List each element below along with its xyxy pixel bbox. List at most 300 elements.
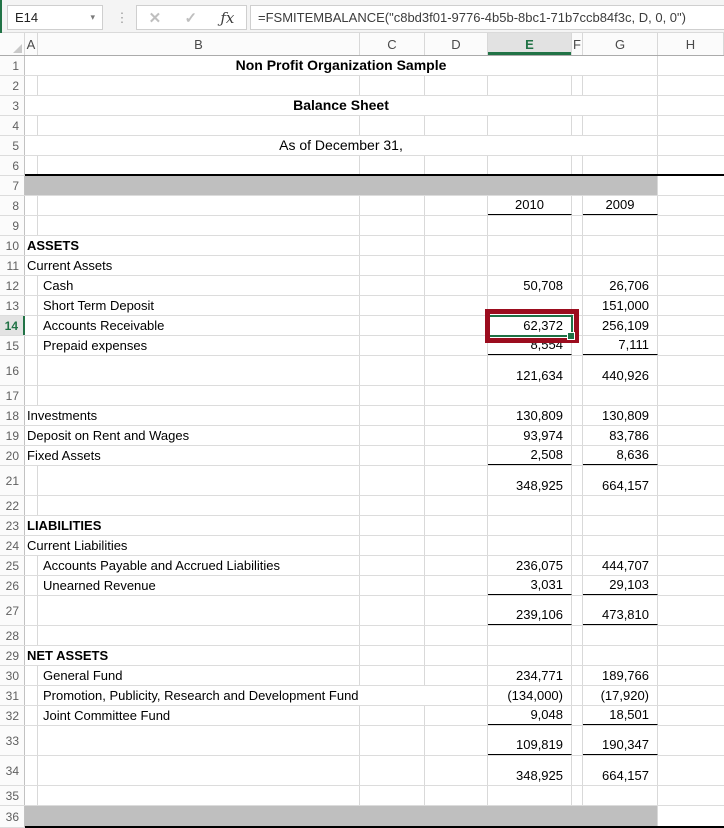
cell-E19[interactable]: 93,974 — [488, 426, 572, 445]
row-header-13[interactable]: 13 — [0, 296, 25, 315]
cell-A17[interactable] — [25, 386, 38, 405]
cell-D27[interactable] — [425, 596, 488, 625]
cell-C25[interactable] — [360, 556, 425, 575]
cell-D11[interactable] — [425, 256, 488, 275]
cell-C33[interactable] — [360, 726, 425, 755]
cell-title-5[interactable]: As of December 31, — [25, 136, 658, 155]
cell-B30[interactable]: General Fund — [38, 666, 360, 685]
row-header-33[interactable]: 33 — [0, 726, 25, 755]
row-header-34[interactable]: 34 — [0, 756, 25, 785]
cell-A24[interactable]: Current Liabilities — [25, 536, 360, 555]
cell-F19[interactable] — [572, 426, 583, 445]
cell-B15[interactable]: Prepaid expenses — [38, 336, 360, 355]
name-box-dropdown-icon[interactable]: ▾ — [90, 12, 95, 22]
cell-A35[interactable] — [25, 786, 38, 805]
row-header-3[interactable]: 3 — [0, 96, 25, 115]
cell-A34[interactable] — [25, 756, 38, 785]
sheet-row-32 — [0, 706, 724, 726]
cell-D17[interactable] — [425, 386, 488, 405]
cell-F34[interactable] — [572, 756, 583, 785]
column-header-G[interactable]: G — [583, 33, 658, 55]
cell-D8[interactable] — [425, 196, 488, 215]
band-row-7[interactable] — [25, 176, 658, 195]
cell-F35[interactable] — [572, 786, 583, 805]
cell-B17[interactable] — [38, 386, 360, 405]
cell-F27[interactable] — [572, 596, 583, 625]
cell-F13[interactable] — [572, 296, 583, 315]
cell-C18[interactable] — [360, 406, 425, 425]
cell-G11[interactable] — [583, 256, 658, 275]
cell-H34[interactable] — [658, 756, 724, 785]
cell-F21[interactable] — [572, 466, 583, 495]
cell-C22[interactable] — [360, 496, 425, 515]
cell-F10[interactable] — [572, 236, 583, 255]
cell-C32[interactable] — [360, 706, 425, 725]
cell-A12[interactable] — [25, 276, 38, 295]
cell-H2[interactable] — [658, 76, 724, 95]
row-header-36[interactable]: 36 — [0, 806, 25, 827]
cell-A25[interactable] — [25, 556, 38, 575]
cell-G16[interactable]: 440,926 — [583, 356, 658, 385]
cell-E4[interactable] — [488, 116, 572, 135]
cell-H26[interactable] — [658, 576, 724, 595]
cell-A27[interactable] — [25, 596, 38, 625]
cell-A6[interactable] — [25, 156, 38, 175]
cell-C14[interactable] — [360, 316, 425, 335]
cell-B12[interactable]: Cash — [38, 276, 360, 295]
cell-C10[interactable] — [360, 236, 425, 255]
cell-E6[interactable] — [488, 156, 572, 175]
cell-F9[interactable] — [572, 216, 583, 235]
row-header-14[interactable]: 14 — [0, 316, 25, 335]
column-header-B[interactable]: B — [38, 33, 360, 55]
cell-E20[interactable]: 2,508 — [488, 446, 572, 465]
cell-A33[interactable] — [25, 726, 38, 755]
cell-G17[interactable] — [583, 386, 658, 405]
column-header-E[interactable]: E — [488, 33, 572, 55]
cell-F30[interactable] — [572, 666, 583, 685]
cell-B31[interactable]: Promotion, Publicity, Research and Development Fund — [38, 686, 488, 705]
row-header-20[interactable]: 20 — [0, 446, 25, 465]
row-header-32[interactable]: 32 — [0, 706, 25, 725]
cell-E34[interactable]: 348,925 — [488, 756, 572, 785]
row-header-31[interactable]: 31 — [0, 686, 25, 705]
cell-F18[interactable] — [572, 406, 583, 425]
cell-C20[interactable] — [360, 446, 425, 465]
cell-H7[interactable] — [658, 176, 724, 195]
cell-D35[interactable] — [425, 786, 488, 805]
cell-H17[interactable] — [658, 386, 724, 405]
cell-H19[interactable] — [658, 426, 724, 445]
cell-F2[interactable] — [572, 76, 583, 95]
row-header-25[interactable]: 25 — [0, 556, 25, 575]
cell-F33[interactable] — [572, 726, 583, 755]
cell-G32[interactable]: 18,501 — [583, 706, 658, 725]
cell-A30[interactable] — [25, 666, 38, 685]
cell-F25[interactable] — [572, 556, 583, 575]
cell-C17[interactable] — [360, 386, 425, 405]
cell-E14[interactable]: 62,372 — [488, 316, 572, 335]
cell-H16[interactable] — [658, 356, 724, 385]
cell-D10[interactable] — [425, 236, 488, 255]
cell-D20[interactable] — [425, 446, 488, 465]
cell-C11[interactable] — [360, 256, 425, 275]
cell-D6[interactable] — [425, 156, 488, 175]
cell-G27[interactable]: 473,810 — [583, 596, 658, 625]
cell-G18[interactable]: 130,809 — [583, 406, 658, 425]
cell-D24[interactable] — [425, 536, 488, 555]
cell-C35[interactable] — [360, 786, 425, 805]
row-header-15[interactable]: 15 — [0, 336, 25, 355]
cell-A22[interactable] — [25, 496, 38, 515]
cell-G14[interactable]: 256,109 — [583, 316, 658, 335]
cell-G28[interactable] — [583, 626, 658, 645]
cell-D25[interactable] — [425, 556, 488, 575]
cell-E24[interactable] — [488, 536, 572, 555]
row-header-35[interactable]: 35 — [0, 786, 25, 805]
row-header-5[interactable]: 5 — [0, 136, 25, 155]
cell-F23[interactable] — [572, 516, 583, 535]
column-header-C[interactable]: C — [360, 33, 425, 55]
cell-A31[interactable] — [25, 686, 38, 705]
cell-C8[interactable] — [360, 196, 425, 215]
cell-B13[interactable]: Short Term Deposit — [38, 296, 360, 315]
cell-E30[interactable]: 234,771 — [488, 666, 572, 685]
cell-H18[interactable] — [658, 406, 724, 425]
cell-F16[interactable] — [572, 356, 583, 385]
cell-D22[interactable] — [425, 496, 488, 515]
cell-B27[interactable] — [38, 596, 360, 625]
cell-D2[interactable] — [425, 76, 488, 95]
cell-A29[interactable]: NET ASSETS — [25, 646, 360, 665]
cell-C30[interactable] — [360, 666, 425, 685]
cell-E25[interactable]: 236,075 — [488, 556, 572, 575]
cell-H11[interactable] — [658, 256, 724, 275]
cell-A13[interactable] — [25, 296, 38, 315]
cell-G21[interactable]: 664,157 — [583, 466, 658, 495]
cell-D30[interactable] — [425, 666, 488, 685]
cell-H6[interactable] — [658, 156, 724, 175]
cell-E26[interactable]: 3,031 — [488, 576, 572, 595]
cell-F6[interactable] — [572, 156, 583, 175]
cell-E31[interactable]: (134,000) — [488, 686, 572, 705]
cell-G25[interactable]: 444,707 — [583, 556, 658, 575]
cell-D23[interactable] — [425, 516, 488, 535]
row-header-26[interactable]: 26 — [0, 576, 25, 595]
cell-H28[interactable] — [658, 626, 724, 645]
cell-H25[interactable] — [658, 556, 724, 575]
row-header-19[interactable]: 19 — [0, 426, 25, 445]
cell-B6[interactable] — [38, 156, 360, 175]
row-header-24[interactable]: 24 — [0, 536, 25, 555]
cell-G31[interactable]: (17,920) — [583, 686, 658, 705]
enter-icon[interactable]: ✓ — [184, 9, 198, 27]
cell-A4[interactable] — [25, 116, 38, 135]
band-row-36[interactable] — [25, 806, 658, 827]
row-header-21[interactable]: 21 — [0, 466, 25, 495]
cell-D32[interactable] — [425, 706, 488, 725]
cell-F31[interactable] — [572, 686, 583, 705]
cell-H9[interactable] — [658, 216, 724, 235]
fill-handle[interactable] — [567, 332, 575, 340]
cell-H4[interactable] — [658, 116, 724, 135]
cell-H1[interactable] — [658, 56, 724, 75]
name-box[interactable] — [7, 5, 103, 30]
row-header-11[interactable]: 11 — [0, 256, 25, 275]
cell-F12[interactable] — [572, 276, 583, 295]
cell-H33[interactable] — [658, 726, 724, 755]
row-header-8[interactable]: 8 — [0, 196, 25, 215]
cell-C24[interactable] — [360, 536, 425, 555]
cell-A8[interactable] — [25, 196, 38, 215]
cell-E21[interactable]: 348,925 — [488, 466, 572, 495]
cell-F32[interactable] — [572, 706, 583, 725]
cell-D34[interactable] — [425, 756, 488, 785]
cell-C9[interactable] — [360, 216, 425, 235]
cell-G35[interactable] — [583, 786, 658, 805]
cell-F4[interactable] — [572, 116, 583, 135]
cell-A16[interactable] — [25, 356, 38, 385]
cell-A18[interactable]: Investments — [25, 406, 360, 425]
cell-C12[interactable] — [360, 276, 425, 295]
cell-G19[interactable]: 83,786 — [583, 426, 658, 445]
cell-H15[interactable] — [658, 336, 724, 355]
formula-input[interactable]: =FSMITEMBALANCE("c8bd3f01-9776-4b5b-8bc1-71b7ccb84f3c, D, 0, 0") — [250, 5, 724, 30]
cell-D26[interactable] — [425, 576, 488, 595]
row-header-18[interactable]: 18 — [0, 406, 25, 425]
cell-B25[interactable]: Accounts Payable and Accrued Liabilities — [38, 556, 360, 575]
cell-B8[interactable] — [38, 196, 360, 215]
cell-E23[interactable] — [488, 516, 572, 535]
row-header-6[interactable]: 6 — [0, 156, 25, 175]
column-header-D[interactable]: D — [425, 33, 488, 55]
column-headers — [0, 33, 724, 56]
cell-H30[interactable] — [658, 666, 724, 685]
cell-C13[interactable] — [360, 296, 425, 315]
cell-title-3[interactable]: Balance Sheet — [25, 96, 658, 115]
cell-H29[interactable] — [658, 646, 724, 665]
cell-A10[interactable]: ASSETS — [25, 236, 360, 255]
cell-F29[interactable] — [572, 646, 583, 665]
insert-function-icon[interactable]: ƒx — [220, 8, 235, 27]
cell-E9[interactable] — [488, 216, 572, 235]
cell-H23[interactable] — [658, 516, 724, 535]
row-header-28[interactable]: 28 — [0, 626, 25, 645]
row-header-12[interactable]: 12 — [0, 276, 25, 295]
cell-B32[interactable]: Joint Committee Fund — [38, 706, 360, 725]
cell-H36[interactable] — [658, 806, 724, 827]
cell-C15[interactable] — [360, 336, 425, 355]
row-header-27[interactable]: 27 — [0, 596, 25, 625]
cell-A28[interactable] — [25, 626, 38, 645]
row-header-16[interactable]: 16 — [0, 356, 25, 385]
cell-G4[interactable] — [583, 116, 658, 135]
cell-H35[interactable] — [658, 786, 724, 805]
cell-G8[interactable]: 2009 — [583, 196, 658, 215]
cell-G34[interactable]: 664,157 — [583, 756, 658, 785]
cell-C27[interactable] — [360, 596, 425, 625]
cell-H10[interactable] — [658, 236, 724, 255]
cell-G13[interactable]: 151,000 — [583, 296, 658, 315]
row-header-30[interactable]: 30 — [0, 666, 25, 685]
cell-D29[interactable] — [425, 646, 488, 665]
row-header-10[interactable]: 10 — [0, 236, 25, 255]
cell-C29[interactable] — [360, 646, 425, 665]
cell-B9[interactable] — [38, 216, 360, 235]
cell-F20[interactable] — [572, 446, 583, 465]
row-header-22[interactable]: 22 — [0, 496, 25, 515]
cell-H22[interactable] — [658, 496, 724, 515]
cell-H14[interactable] — [658, 316, 724, 335]
cell-H5[interactable] — [658, 136, 724, 155]
cell-D13[interactable] — [425, 296, 488, 315]
cell-E15[interactable]: 8,554 — [488, 336, 572, 355]
cell-H27[interactable] — [658, 596, 724, 625]
cell-C26[interactable] — [360, 576, 425, 595]
cell-E13[interactable] — [488, 296, 572, 315]
cell-D18[interactable] — [425, 406, 488, 425]
column-header-H[interactable]: H — [658, 33, 724, 55]
cell-G9[interactable] — [583, 216, 658, 235]
cell-E11[interactable] — [488, 256, 572, 275]
cell-C6[interactable] — [360, 156, 425, 175]
cell-F17[interactable] — [572, 386, 583, 405]
cell-E29[interactable] — [488, 646, 572, 665]
cell-F28[interactable] — [572, 626, 583, 645]
cell-B35[interactable] — [38, 786, 360, 805]
cell-E12[interactable]: 50,708 — [488, 276, 572, 295]
cell-A32[interactable] — [25, 706, 38, 725]
cell-E2[interactable] — [488, 76, 572, 95]
cell-E35[interactable] — [488, 786, 572, 805]
cell-D28[interactable] — [425, 626, 488, 645]
cell-G12[interactable]: 26,706 — [583, 276, 658, 295]
cell-B4[interactable] — [38, 116, 360, 135]
cell-H21[interactable] — [658, 466, 724, 495]
cell-title-1[interactable]: Non Profit Organization Sample — [25, 56, 658, 75]
cell-C2[interactable] — [360, 76, 425, 95]
row-header-9[interactable]: 9 — [0, 216, 25, 235]
cell-E10[interactable] — [488, 236, 572, 255]
cell-A2[interactable] — [25, 76, 38, 95]
cell-F8[interactable] — [572, 196, 583, 215]
cell-G15[interactable]: 7,111 — [583, 336, 658, 355]
cell-G22[interactable] — [583, 496, 658, 515]
cell-G20[interactable]: 8,636 — [583, 446, 658, 465]
cell-A14[interactable] — [25, 316, 38, 335]
cell-G26[interactable]: 29,103 — [583, 576, 658, 595]
cell-B33[interactable] — [38, 726, 360, 755]
cell-F24[interactable] — [572, 536, 583, 555]
cell-E27[interactable]: 239,106 — [488, 596, 572, 625]
cell-H3[interactable] — [658, 96, 724, 115]
cell-D16[interactable] — [425, 356, 488, 385]
row-header-17[interactable]: 17 — [0, 386, 25, 405]
cell-B34[interactable] — [38, 756, 360, 785]
cell-C21[interactable] — [360, 466, 425, 495]
cell-B21[interactable] — [38, 466, 360, 495]
cell-G2[interactable] — [583, 76, 658, 95]
cell-B14[interactable]: Accounts Receivable — [38, 316, 360, 335]
cell-B22[interactable] — [38, 496, 360, 515]
cell-A15[interactable] — [25, 336, 38, 355]
select-all-corner[interactable] — [0, 33, 25, 55]
cell-E17[interactable] — [488, 386, 572, 405]
row-header-1[interactable]: 1 — [0, 56, 25, 75]
cell-A23[interactable]: LIABILITIES — [25, 516, 360, 535]
cell-G10[interactable] — [583, 236, 658, 255]
cell-H13[interactable] — [658, 296, 724, 315]
cell-E22[interactable] — [488, 496, 572, 515]
cell-A19[interactable]: Deposit on Rent and Wages — [25, 426, 360, 445]
cell-C28[interactable] — [360, 626, 425, 645]
cell-D15[interactable] — [425, 336, 488, 355]
column-header-A[interactable]: A — [25, 33, 38, 55]
row-header-2[interactable]: 2 — [0, 76, 25, 95]
cell-E32[interactable]: 9,048 — [488, 706, 572, 725]
cell-E33[interactable]: 109,819 — [488, 726, 572, 755]
cell-G23[interactable] — [583, 516, 658, 535]
cell-C4[interactable] — [360, 116, 425, 135]
cell-C23[interactable] — [360, 516, 425, 535]
cell-G6[interactable] — [583, 156, 658, 175]
cell-H12[interactable] — [658, 276, 724, 295]
cell-H24[interactable] — [658, 536, 724, 555]
cell-G24[interactable] — [583, 536, 658, 555]
cell-B26[interactable]: Unearned Revenue — [38, 576, 360, 595]
cell-B16[interactable] — [38, 356, 360, 385]
cell-D14[interactable] — [425, 316, 488, 335]
cell-C19[interactable] — [360, 426, 425, 445]
row-header-7[interactable]: 7 — [0, 176, 25, 195]
cell-D9[interactable] — [425, 216, 488, 235]
row-header-4[interactable]: 4 — [0, 116, 25, 135]
cancel-icon[interactable]: ✕ — [148, 9, 162, 27]
cell-F26[interactable] — [572, 576, 583, 595]
cell-G30[interactable]: 189,766 — [583, 666, 658, 685]
cell-G33[interactable]: 190,347 — [583, 726, 658, 755]
cell-E28[interactable] — [488, 626, 572, 645]
cell-B2[interactable] — [38, 76, 360, 95]
cell-D4[interactable] — [425, 116, 488, 135]
cell-D19[interactable] — [425, 426, 488, 445]
cell-A26[interactable] — [25, 576, 38, 595]
cell-E18[interactable]: 130,809 — [488, 406, 572, 425]
row-header-29[interactable]: 29 — [0, 646, 25, 665]
cell-H32[interactable] — [658, 706, 724, 725]
column-header-F[interactable]: F — [572, 33, 583, 55]
cell-F22[interactable] — [572, 496, 583, 515]
cell-D33[interactable] — [425, 726, 488, 755]
cell-D21[interactable] — [425, 466, 488, 495]
cell-A21[interactable] — [25, 466, 38, 495]
cell-E8[interactable]: 2010 — [488, 196, 572, 215]
cell-H20[interactable] — [658, 446, 724, 465]
cell-F11[interactable] — [572, 256, 583, 275]
cell-H31[interactable] — [658, 686, 724, 705]
cell-G29[interactable] — [583, 646, 658, 665]
cell-A20[interactable]: Fixed Assets — [25, 446, 360, 465]
cell-D12[interactable] — [425, 276, 488, 295]
cell-E16[interactable]: 121,634 — [488, 356, 572, 385]
row-header-23[interactable]: 23 — [0, 516, 25, 535]
cell-C34[interactable] — [360, 756, 425, 785]
cell-H8[interactable] — [658, 196, 724, 215]
cell-C16[interactable] — [360, 356, 425, 385]
cell-A9[interactable] — [25, 216, 38, 235]
cell-B28[interactable] — [38, 626, 360, 645]
cell-A11[interactable]: Current Assets — [25, 256, 360, 275]
